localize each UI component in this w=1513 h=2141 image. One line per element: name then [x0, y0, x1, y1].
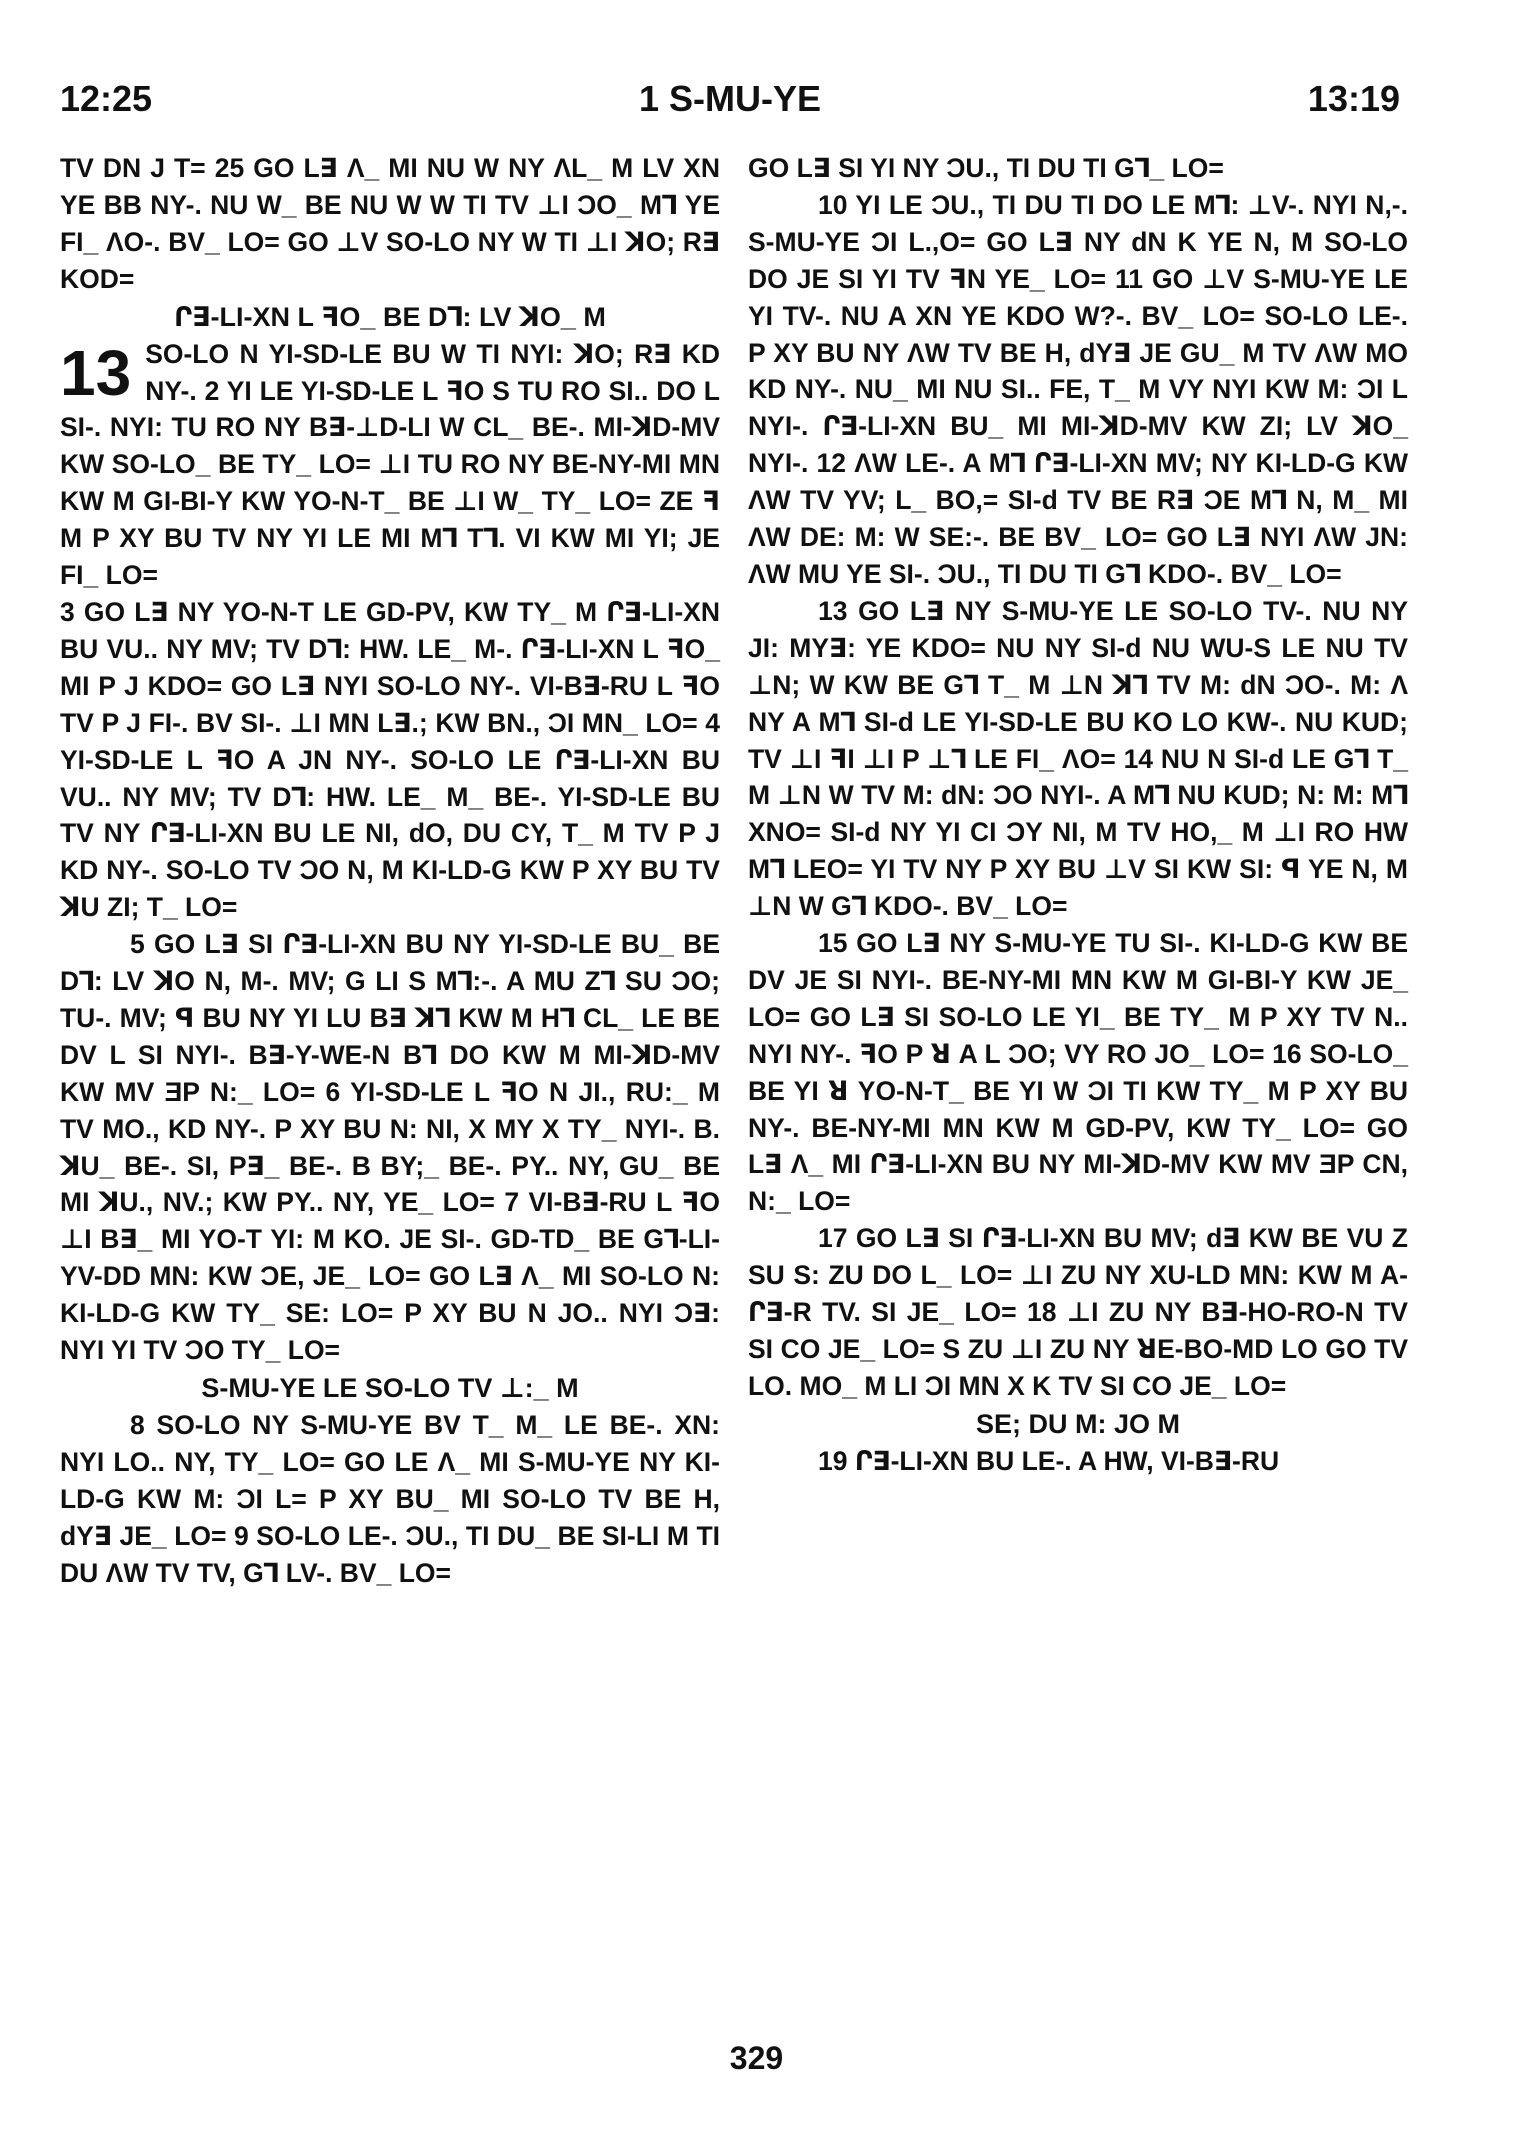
header-book-title: 1 S-MU-YE	[638, 78, 822, 119]
paragraph: 19 Ր∃-LI-XN BU LE-. A HW, VI-B∃-RU	[818, 1445, 1280, 1476]
page-header	[60, 78, 1400, 128]
paragraph: 17 GO L∃ SI Ր∃-LI-XN BU MV; ԁ∃ KW BE VU Z SU S: ZU DO L_ LO= ⊥I ZU NY XU-LD MN: KW M A-Ր∃-R TV. SI JE_ LO= 18 ⊥I ZU NY B∃-HO-RO-N TV SI CO JE_ LO= S ZU ⊥I ZU NY ꓤE-BO-MD LO GO TV LO. MO_ M LI ƆI MN X K TV SI CO JE_ LO=	[748, 1223, 1408, 1401]
paragraph: 13 GO L∃ NY S-MU-YE LE SO-LO TV-. NU NY JI: MY∃: YE KDO= NU NY SI-ԁ NU WU-S LE NU TV ⊥N; W KW BE G⅂ T_ M ⊥N ꓘ⅂ TV M: ԁN ƆO-. M: Λ NY A M⅂ SI-ԁ LE YI-SD-LE BU KO LO KW-. NU KUD; TV ⊥I ꟻI ⊥I P ⊥⅂ LE FI_ ΛO= 14 NU N SI-ԁ LE G⅂ T_ M ⊥N W TV M: ԁN: ƆO NYI-. A M⅂ NU KUD; N: M: M⅂ XNO= SI-ԁ NY YI CI ƆY NI, M TV HO,_ M ⊥I RO HW M⅂ LEO= YI TV NY P XY BU ⊥V SI KW SI: ꟼ YE N, M ⊥N W G⅂ KDO-. BV_ LO=	[748, 595, 1408, 922]
paragraph: 15 GO L∃ NY S-MU-YE TU SI-. KI-LD-G KW BE DV JE SI NYI-. BE-NY-MI MN KW M GI-BI-Y KW JE_ LO= GO L∃ SI SO-LO LE YI_ BE TY_ M P XY TV N.. NYI NY-. ꟻO P ꓤ A L ƆO; VY RO JO_ LO= 16 SO-LO_ BE YI ꓤ YO-N-T_ BE YI W ƆI TI KW TY_ M P XY BU NY-. BE-NY-MI MN KW M GD-PV, KW TY_ LO= GO L∃ Λ_ MI Ր∃-LI-XN BU NY MI-ꓘD-MV KW MV ƎP CN, N:_ LO=	[748, 928, 1408, 1217]
section-heading: SE; DU M: JO M	[975, 1408, 1180, 1439]
paragraph: 8 SO-LO NY S-MU-YE BV T_ M_ LE BE-. XN: NYI LO.. NY, TY_ LO= GO LE Λ_ MI S-MU-YE NY KI-LD-G KW M: ƆI L= P XY BU_ MI SO-LO TV BE H, ԁY∃ JE_ LO= 9 SO-LO LE-. ƆU., TI DU_ BE SI-LI M TI DU ΛW TV TV, G⅂ LV-. BV_ LO=	[60, 1410, 720, 1588]
paragraph: 5 GO L∃ SI Ր∃-LI-XN BU NY YI-SD-LE BU_ BE D⅂: LV ꓘO N, M-. MV; G LI S M⅂:-. A MU Z⅂ SU ƆO; TU-. MV; ꟼ BU NY YI LU B∃ ꓘ⅂ KW M H⅂ CL_ LE BE DV L SI NYI-. B∃-Y-WE-N B⅂ DO KW M MI-ꓘD-MV KW MV ƎP N:_ LO= 6 YI-SD-LE L ꟻO N JI., RU:_ M TV MO., KD NY-. P XY BU N: NI, X MY X TY_ NYI-. B. ꓘU_ BE-. SI, P∃_ BE-. B BY;_ BE-. PY.. NY, GU_ BE MI ꓘU., NV.; KW PY.. NY, YE_ LO= 7 VI-B∃-RU L ꟻO ⊥I B∃_ MI YO-T YI: M KO. JE SI-. GD-TD_ BE G⅂-LI-YV-DD MN: KW ƆE, JE_ LO= GO L∃ Λ_ MI SO-LO N: KI-LD-G KW TY_ SE: LO= P XY BU N JO.. NYI Ɔ∃: NYI YI TV ƆO TY_ LO=	[60, 929, 720, 1366]
paragraph: GO L∃ SI YI NY ƆU., TI DU TI G⅂_ LO=	[748, 153, 1224, 183]
header-verse-end: 13:19	[1307, 78, 1400, 119]
chapter-number: 13	[60, 336, 132, 409]
section-heading: Ր∃-LI-XN L ꟻO_ BE D⅂: LV ꓘO_ M	[174, 301, 606, 332]
paragraph: TV DN J T= 25 GO L∃ Λ_ MI NU W NY ΛL_ M LV XN YE BB NY-. NU W_ BE NU W W TI TV ⊥I ƆO_ M⅂ YE FI_ ΛO-. BV_ LO= GO ⊥V SO-LO NY W TI ⊥I ꓘO; R∃ KOD=	[60, 153, 720, 294]
left-column	[60, 150, 720, 1592]
page-number: 329	[729, 2040, 784, 2076]
section-heading: S-MU-YE LE SO-LO TV ⊥:_ M	[201, 1373, 579, 1403]
paragraph: 10 YI LE ƆU., TI DU TI DO LE M⅂: ⊥V-. NYI N,-. S-MU-YE ƆI L.,O= GO L∃ NY ԁN K YE N, M SO-LO DO JE SI YI TV ꟻN YE_ LO= 11 GO ⊥V S-MU-YE LE YI TV-. NU A XN YE KDO W?-. BV_ LO= SO-LO LE-. P XY BU NY ΛW TV BE H, ԁY∃ JE GU_ M TV ΛW MO KD NY-. NU_ MI NU SI.. FE, T_ M VY NYI KW M: ƆI L NYI-. Ր∃-LI-XN BU_ MI MI-ꓘD-MV KW ZI; LV ꓘO_ NYI-. 12 ΛW LE-. A M⅂ Ր∃-LI-XN MV; NY KI-LD-G KW ΛW TV YV; L_ BO,= SI-ԁ TV BE R∃ ƆE M⅂ N, M_ MI ΛW DE: M: W SE:-. BE BV_ LO= GO L∃ NYI ΛW JN: ΛW MU YE SI-. ƆU., TI DU TI G⅂ KDO-. BV_ LO=	[748, 189, 1408, 589]
right-column	[748, 150, 1408, 1480]
paragraph: 3 GO L∃ NY YO-N-T LE GD-PV, KW TY_ M Ր∃-LI-XN BU VU.. NY MV; TV D⅂: HW. LE_ M-. Ր∃-LI-XN L ꟻO_ MI P J KDO= GO L∃ NYI SO-LO NY-. VI-B∃-RU L ꟻO TV P J FI-. BV SI-. ⊥I MN L∃.; KW BN., ƆI MN_ LO= 4 YI-SD-LE L ꟻO A JN NY-. SO-LO LE Ր∃-LI-XN BU VU.. NY MV; TV D⅂: HW. LE_ M_ BE-. YI-SD-LE BU TV NY Ր∃-LI-XN BU LE NI, ԁO, DU CY, T_ M TV P J KD NY-. SO-LO TV ƆO N, M KI-LD-G KW P XY BU TV ꓘU ZI; T_ LO=	[60, 596, 720, 923]
header-verse-start: 12:25	[60, 78, 153, 119]
chapter-paragraph	[60, 336, 720, 594]
paragraph-text: SO-LO N YI-SD-LE BU W TI NYI: ꓘO; R∃ KD NY-. 2 YI LE YI-SD-LE L ꟻO S TU RO SI.. DO L SI-. NYI: TU RO NY B∃-⊥D-LI W CL_ BE-. MI-ꓘD-MV KW SO-LO_ BE TY_ LO= ⊥I TU RO NY BE-NY-MI MN KW M GI-BI-Y KW YO-N-T_ BE ⊥I W_ TY_ LO= ZE ꟻ M P XY BU TV NY YI LE MI M⅂ T⅂. VI KW MI YI; JE FI_ LO=	[60, 338, 720, 591]
